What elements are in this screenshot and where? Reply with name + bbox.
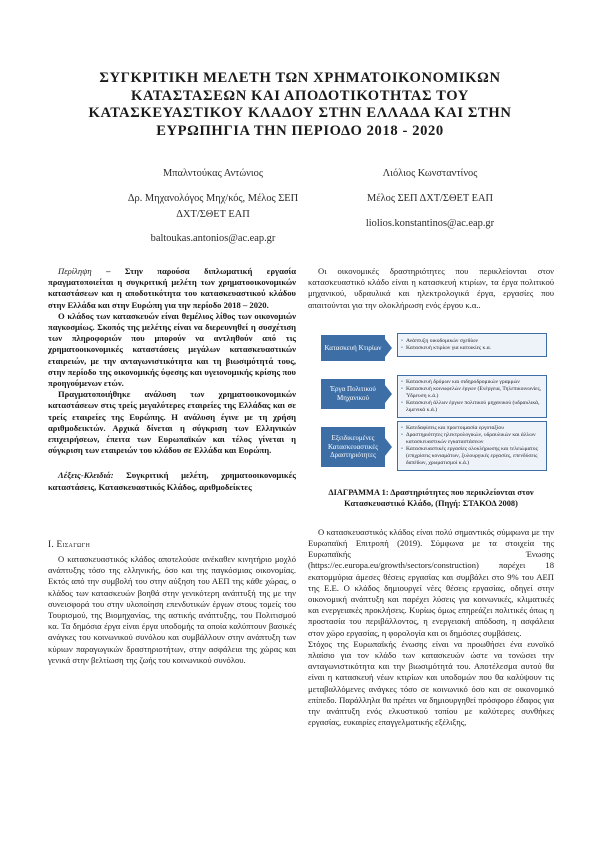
abstract-paragraph: Ο κλάδος των κατασκευών είναι θεμέλιος λίθος των οικονομιών παγκοσμίως. Σκοπός της μελέτης είναι να διερευνηθεί η συσχέτιση των πληροφοριών που μπορούν να αντληθούν από τις χρηματοοικονομικές καταστάσεις μεγάλων κατασκευαστικών εταιρειών, με την ανταγωνιστικότητα και τη βιωσιμότητά τους, στην περίοδο της οικονομικής ύφεσης και υγειονομικής κρίσης που προηγούμενων ετών. — [48, 310, 296, 389]
intro-paragraph: Ο κατασκευαστικός κλάδος αποτελούσε ανέκαθεν κινητήριο μοχλό ανάπτυξης τόσο της ελληνικής, όσο και της παγκόσμιας οικονομίας. Εκτός από την συμβολή του στην αύξηση του ΑΕΠ της κάθε χώρας, ο κλάδος των κατασκευών βοηθά στην γενικότερη ανάπτυξή της με την συνεισφορά του στην υλοποίηση επενδυτικών έργων στους τομείς του Τουρισμού, της Βιομηχανίας, της αστικής ανάπτυξης, του Πολιτισμού κα. Τα δημόσια έργα είναι έργα υποδομής τα οποία καλύπτουν βασικές ανάγκες του κοινωνικού συνόλου και συμβάλλουν στην ανάπτυξη των κύριων παραγωγικών δραστηριοτήτων, στην ασφάλεια της χώρας και γενικά στην βελτίωση της ζωής του κοινωνικού συνόλου. — [48, 554, 296, 665]
arrow-icon — [385, 438, 392, 456]
abstract — [48, 266, 296, 311]
diagram-category-label: Έργα Πολιτικού Μηχανικού — [321, 379, 385, 409]
paper-title — [60, 70, 540, 140]
abstract-text: – Στην παρούσα διπλωματική εργασία πραγματοποιείται η συγκριτική μελέτη των χρηματοοικονομικών καταστάσεων και η αποδοτικότητα του κατασκευαστικού κλάδου στην Ελλάδα και στην Ευρώπη για την περίοδο 2018 – 2020. — [48, 266, 296, 310]
author-email: baltoukas.antonios@ac.eap.gr — [150, 233, 276, 244]
author-block-1 — [88, 166, 338, 247]
left-column — [48, 266, 296, 666]
diagram-category-label: Εξειδικευμένες Κατασκευαστικές Δραστηριότητες — [321, 427, 385, 467]
abstract-lead: Περίληψη — [58, 266, 92, 276]
keywords — [48, 470, 296, 492]
title-line: ΚΑΤΑΣΚΕΥΑΣΤΙΚΟΥ ΚΛΑΔΟΥ ΣΤΗΝ ΕΛΛΑΔΑ ΚΑΙ ΣΤΗΝ — [88, 105, 512, 121]
body-paragraph: Στόχος της Ευρωπαϊκής ένωσης είναι να προωθήσει ένα ευνοϊκό πλαίσιο για τον κλάδο των κατασκευών ώστε να τονώσει την ανταγωνιστικότητα και την βιωσιμότητά του. Αποτέλεσμα αυτού θα είναι η κατασκευή νέων κτιρίων και υποδομών που θα καλύψουν τις μεταβαλλόμενες ανάγκες τόσο σε κοινωνικό όσο και σε οικονομικό επίπεδο. Παράλληλα θα πρέπει να δημιουργηθεί πρόσφορο έδαφος για την ανάπτυξη ενός ελκυστικού τοπίου με καλύτερες συνθήκες εργασίας, ευκαιρίες επαγγελματικής εξέλιξης, — [308, 638, 554, 728]
author-affiliation: Δρ. Μηχανολόγος Μηχ/κός, Μέλος ΣΕΠ — [127, 193, 299, 204]
diagram-item: • Δραστηριότητες ηλεκτρολογικών, υδραυλικών και άλλων κατασκευαστικών εγκαταστάσεων — [398, 432, 546, 446]
diagram-items-box — [397, 333, 547, 357]
diagram-row — [315, 327, 547, 371]
author-name: Λιόλιος Κωνσταντίνος — [382, 168, 478, 179]
author-affiliation: ΔΧΤ/ΣΘΕΤ ΕΑΠ — [176, 209, 250, 220]
activities-paragraph: Οι οικονομικές δραστηριότητες που περικλείονται στον κατασκευαστικό κλάδο είναι η κατασκευή κτιρίων, τα έργα πολιτικού μηχανικού, υδραυλικά και ηλεκτρολογικά έργα, εργασίες που απαιτούνται για την ολοκλήρωση ενός έργου κ.α.. — [308, 266, 554, 310]
diagram-items-box — [397, 375, 547, 418]
keywords-text: Συγκριτική μελέτη, χρηματοοικονομικές καταστάσεις, Κατασκευαστικός Κλάδος, αριθμοδείκτες — [48, 470, 296, 492]
abstract-paragraph: Πραγματοποιήθηκε ανάλυση των χρηματοοικονομικών καταστάσεων στις τρείς μεγαλύτερες εταιρείες της Ελλάδας και σε τρείς εταιρείες της Ευρώπης. Η ανάλυση έγινε με τη χρήση αριθμοδεικτών. Αρχικά δίνεται η σύγκριση των Ελληνικών επιχειρήσεων, έπειτα των Ευρωπαϊκών και τέλος γίνεται η σύγκριση των εταιρειών του κλάδου σε Ελλάδα και Ευρώπη. — [48, 389, 296, 456]
diagram-item: • Κατασκευή κοινωφελών έργων (Ενέργεια, Τηλεπικοινωνίες, Ύδρευση κ.ά.) — [398, 386, 546, 400]
diagram-item: • Κατεδαφίσεις και προετοιμασία εργοταξίου — [398, 425, 546, 432]
arrow-icon — [385, 339, 392, 357]
author-name: Μπαλντούκας Αντώνιος — [163, 168, 263, 179]
diagram-row — [315, 373, 547, 417]
diagram-item: • Κατασκευή άλλων έργων πολιτικού μηχανικού (υδραυλικά, λιμενικά κ.ά.) — [398, 400, 546, 414]
diagram-item: • Κατασκευή κτιρίων για κατοικίες κ.α. — [398, 345, 546, 352]
arrow-icon — [385, 385, 392, 403]
section-heading: Ι. Εισαγωγη — [48, 538, 91, 549]
diagram-caption: ΔΙΑΓΡΑΜΜΑ 1: Δραστηριότητες που περικλείονται στον Κατασκευαστικό Κλάδο, (Πηγή: ΣΤΑΚΟΔ 2008) — [328, 487, 534, 508]
diagram-item: • Ανάπτυξη οικοδομικών σχεδίων — [398, 338, 546, 345]
right-column — [308, 266, 554, 728]
diagram-row — [315, 421, 547, 465]
diagram-item: • Κατασκευή δρόμων και σιδηροδρομικών γραμμών — [398, 379, 546, 386]
author-block-2 — [305, 166, 555, 232]
title-line: ΕΥΡΩΠΗΓΙΑ ΤΗΝ ΠΕΡΙΟΔΟ 2018 - 2020 — [156, 122, 444, 139]
body-paragraph: Ο κατασκευαστικός κλάδος είναι πολύ σημαντικός σύμφωνα με την Ευρωπαϊκή Επιτροπή (2019). Σύμφωνα με τα στοιχεία της Ευρωπαϊκής Ένωσης (https://ec.europa.eu/growth/sectors/construction) παρέχει 18 εκατομμύρια άμεσες θέσεις εργασίας και συμβάλει στο 9% του ΑΕΠ της Ε.Ε. Ο κλάδος δημιουργεί νέες θέσεις εργασίας, οδηγεί στην οικονομική ανάπτυξη και παρέχει λύσεις για κοινωνικές, κλιματικές και ενεργειακές προκλήσεις. Κυρίως όμως επηρεάζει πολιτικές όπως η προστασία του περιβάλλοντος, η ενεργειακή απόδοση, η ασφάλεια στον χώρο εργασίας, η φορολογία και οι δημόσιες συμβάσεις. — [308, 526, 554, 638]
title-line: ΣΥΓΚΡΙΤΙΚΗ ΜΕΛΕΤΗ ΤΩΝ ΧΡΗΜΑΤΟΙΚΟΝΟΜΙΚΩΝ — [99, 70, 501, 86]
keywords-lead: Λέξεις-Κλειδιά: — [58, 470, 114, 481]
author-email: liolios.konstantinos@ac.eap.gr — [365, 218, 495, 229]
diagram-items-box — [397, 421, 547, 471]
activities-diagram — [315, 325, 547, 475]
diagram-category-label: Κατασκευή Κτιρίων — [321, 335, 385, 361]
title-line: ΚΑΤΑΣΤΑΣΕΩΝ ΚΑΙ ΑΠΟΔΟΤΙΚΟΤΗΤΑΣ ΤΟΥ — [131, 87, 469, 104]
author-affiliation: Μέλος ΣΕΠ ΔΧΤ/ΣΘΕΤ ΕΑΠ — [367, 193, 493, 204]
diagram-item: • Κατασκευαστικές εργασίες ολοκλήρωσης και τελειώματος (επιχρίσεις κονιαμάτων, ξυλουργικές εργασίες, επενδύσεις δαπέδων, χρωματισμοί κ.ά.) — [398, 446, 546, 467]
